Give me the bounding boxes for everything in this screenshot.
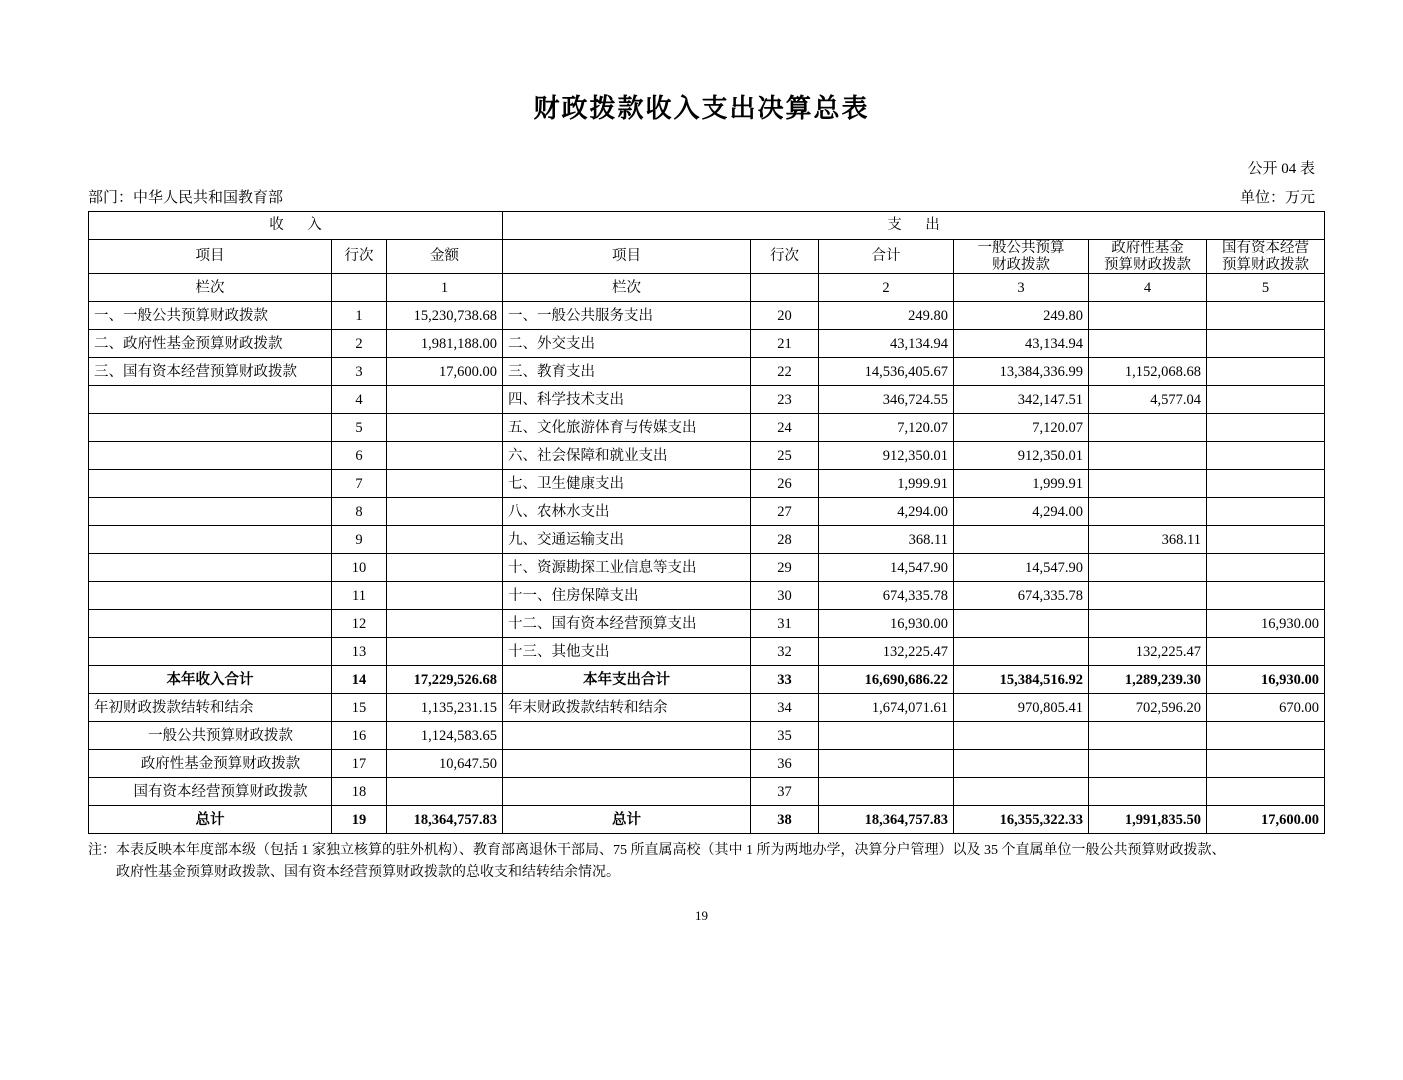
cell-income-line: 3 (332, 358, 387, 386)
cell-income-line: 6 (332, 442, 387, 470)
table-row (89, 302, 1325, 330)
table-row (89, 358, 1325, 386)
budget-table (88, 211, 1325, 834)
cell-expense-item: 十二、国有资本经营预算支出 (503, 610, 751, 638)
col-header-expense-soe-line2: 预算财政拨款 (1222, 256, 1309, 273)
table-row (89, 638, 1325, 666)
table-row-carryover (89, 778, 1325, 806)
cell-income-amount (387, 778, 503, 806)
cell-expense-total: 43,134.94 (819, 330, 954, 358)
col-header-income-amount: 金额 (387, 240, 503, 274)
table-row (89, 470, 1325, 498)
cell-expense-total: 1,999.91 (819, 470, 954, 498)
cell-income-item (89, 414, 332, 442)
cell-income-item (89, 610, 332, 638)
table-row (89, 554, 1325, 582)
cell-expense-item: 八、农林水支出 (503, 498, 751, 526)
cell-expense-soe (1207, 554, 1325, 582)
column-number-blank-left (332, 274, 387, 302)
cell-expense-fund (1089, 498, 1207, 526)
cell-income-amount (387, 554, 503, 582)
cell-expense-item: 四、科学技术支出 (503, 386, 751, 414)
cell-income-item: 一般公共预算财政拨款 (89, 722, 332, 750)
column-number-expense-total: 2 (819, 274, 954, 302)
cell-income-line: 11 (332, 582, 387, 610)
cell-expense-fund (1089, 470, 1207, 498)
cell-expense-general: 16,355,322.33 (954, 806, 1089, 834)
cell-expense-general: 1,999.91 (954, 470, 1089, 498)
cell-income-line: 5 (332, 414, 387, 442)
col-header-income-line: 行次 (332, 240, 387, 274)
cell-expense-item: 十、资源勘探工业信息等支出 (503, 554, 751, 582)
cell-expense-item: 二、外交支出 (503, 330, 751, 358)
cell-expense-total (819, 750, 954, 778)
group-header-income: 收 入 (89, 212, 503, 240)
col-header-expense-fund (1089, 240, 1207, 274)
cell-expense-line: 32 (751, 638, 819, 666)
cell-expense-total: 14,536,405.67 (819, 358, 954, 386)
cell-expense-total: 249.80 (819, 302, 954, 330)
cell-expense-item: 一、一般公共服务支出 (503, 302, 751, 330)
col-header-expense-line: 行次 (751, 240, 819, 274)
cell-expense-item: 本年支出合计 (503, 666, 751, 694)
col-header-expense-general-line2: 财政拨款 (992, 256, 1050, 273)
cell-expense-item (503, 722, 751, 750)
cell-expense-general: 43,134.94 (954, 330, 1089, 358)
cell-income-item: 三、国有资本经营预算财政拨款 (89, 358, 332, 386)
table-row (89, 526, 1325, 554)
cell-expense-general: 7,120.07 (954, 414, 1089, 442)
cell-expense-general: 342,147.51 (954, 386, 1089, 414)
cell-expense-general (954, 526, 1089, 554)
table-row (89, 582, 1325, 610)
cell-expense-soe (1207, 526, 1325, 554)
cell-expense-item: 十三、其他支出 (503, 638, 751, 666)
cell-expense-fund: 1,152,068.68 (1089, 358, 1207, 386)
cell-income-amount: 1,135,231.15 (387, 694, 503, 722)
cell-expense-line: 21 (751, 330, 819, 358)
cell-expense-soe: 16,930.00 (1207, 610, 1325, 638)
cell-expense-soe (1207, 442, 1325, 470)
cell-expense-line: 30 (751, 582, 819, 610)
cell-expense-fund (1089, 442, 1207, 470)
page-number: 19 (695, 907, 708, 923)
table-row (89, 414, 1325, 442)
cell-expense-total: 7,120.07 (819, 414, 954, 442)
table-note (88, 840, 1315, 883)
cell-expense-general: 15,384,516.92 (954, 666, 1089, 694)
cell-expense-soe: 670.00 (1207, 694, 1325, 722)
table-row-carryover (89, 722, 1325, 750)
col-header-income-item: 项目 (89, 240, 332, 274)
cell-expense-fund (1089, 302, 1207, 330)
cell-expense-item: 年末财政拨款结转和结余 (503, 694, 751, 722)
cell-income-line: 9 (332, 526, 387, 554)
cell-income-line: 1 (332, 302, 387, 330)
col-header-expense-item: 项目 (503, 240, 751, 274)
cell-expense-fund: 1,289,239.30 (1089, 666, 1207, 694)
cell-expense-fund (1089, 750, 1207, 778)
cell-expense-fund: 4,577.04 (1089, 386, 1207, 414)
table-row (89, 498, 1325, 526)
cell-expense-general (954, 638, 1089, 666)
cell-income-item: 总计 (89, 806, 332, 834)
cell-income-amount: 1,124,583.65 (387, 722, 503, 750)
cell-expense-soe (1207, 722, 1325, 750)
cell-income-item (89, 526, 332, 554)
cell-income-amount: 15,230,738.68 (387, 302, 503, 330)
column-number-income-amount: 1 (387, 274, 503, 302)
cell-expense-item: 九、交通运输支出 (503, 526, 751, 554)
cell-income-item: 国有资本经营预算财政拨款 (89, 778, 332, 806)
cell-income-amount (387, 610, 503, 638)
cell-income-amount (387, 582, 503, 610)
group-header-expense: 支 出 (503, 212, 1325, 240)
column-number-expense-line (751, 274, 819, 302)
cell-income-amount (387, 470, 503, 498)
cell-income-line: 4 (332, 386, 387, 414)
cell-expense-line: 36 (751, 750, 819, 778)
col-header-expense-total: 合计 (819, 240, 954, 274)
cell-expense-general: 249.80 (954, 302, 1089, 330)
cell-expense-line: 22 (751, 358, 819, 386)
cell-expense-fund (1089, 582, 1207, 610)
table-row (89, 442, 1325, 470)
cell-income-amount: 17,600.00 (387, 358, 503, 386)
cell-expense-line: 34 (751, 694, 819, 722)
cell-expense-general (954, 722, 1089, 750)
cell-expense-fund: 1,991,835.50 (1089, 806, 1207, 834)
cell-income-amount (387, 414, 503, 442)
cell-expense-item: 七、卫生健康支出 (503, 470, 751, 498)
cell-income-line: 7 (332, 470, 387, 498)
table-row (89, 330, 1325, 358)
cell-income-line: 16 (332, 722, 387, 750)
cell-income-line: 14 (332, 666, 387, 694)
cell-expense-fund (1089, 554, 1207, 582)
cell-expense-total (819, 722, 954, 750)
cell-income-line: 8 (332, 498, 387, 526)
cell-income-amount: 17,229,526.68 (387, 666, 503, 694)
cell-expense-soe (1207, 778, 1325, 806)
table-column-header-row (89, 240, 1325, 274)
cell-expense-line: 28 (751, 526, 819, 554)
cell-income-line: 17 (332, 750, 387, 778)
cell-expense-item: 十一、住房保障支出 (503, 582, 751, 610)
cell-expense-total: 16,930.00 (819, 610, 954, 638)
cell-expense-soe: 17,600.00 (1207, 806, 1325, 834)
cell-expense-line: 27 (751, 498, 819, 526)
cell-expense-item: 五、文化旅游体育与传媒支出 (503, 414, 751, 442)
col-header-expense-soe-line1: 国有资本经营 (1222, 240, 1309, 256)
cell-income-item: 一、一般公共预算财政拨款 (89, 302, 332, 330)
column-label-left: 栏次 (89, 274, 332, 302)
cell-expense-general (954, 778, 1089, 806)
document-page (0, 88, 1403, 1080)
cell-expense-line: 33 (751, 666, 819, 694)
cell-expense-item: 六、社会保障和就业支出 (503, 442, 751, 470)
col-header-expense-general-line1: 一般公共预算 (977, 240, 1065, 256)
cell-expense-line: 20 (751, 302, 819, 330)
cell-expense-soe (1207, 386, 1325, 414)
cell-expense-fund (1089, 778, 1207, 806)
col-header-expense-general (954, 240, 1089, 274)
cell-expense-soe (1207, 302, 1325, 330)
cell-expense-soe (1207, 414, 1325, 442)
cell-income-amount (387, 638, 503, 666)
cell-income-amount (387, 442, 503, 470)
cell-expense-fund: 702,596.20 (1089, 694, 1207, 722)
cell-expense-total: 16,690,686.22 (819, 666, 954, 694)
meta-row (88, 186, 1315, 207)
cell-income-item (89, 442, 332, 470)
cell-expense-general: 14,547.90 (954, 554, 1089, 582)
cell-income-line: 19 (332, 806, 387, 834)
cell-income-amount: 18,364,757.83 (387, 806, 503, 834)
cell-income-item (89, 554, 332, 582)
cell-income-item (89, 470, 332, 498)
cell-expense-total: 346,724.55 (819, 386, 954, 414)
cell-expense-general: 4,294.00 (954, 498, 1089, 526)
cell-income-line: 10 (332, 554, 387, 582)
cell-income-item (89, 582, 332, 610)
cell-income-line: 13 (332, 638, 387, 666)
department-label: 部门：中华人民共和国教育部 (88, 190, 284, 206)
cell-expense-total (819, 778, 954, 806)
col-header-expense-fund-line2: 预算财政拨款 (1104, 256, 1191, 273)
column-number-expense-soe: 5 (1207, 274, 1325, 302)
unit-label: 单位：万元 (1239, 190, 1315, 206)
table-row-subtotal (89, 666, 1325, 694)
cell-income-item (89, 638, 332, 666)
cell-expense-line: 25 (751, 442, 819, 470)
cell-expense-line: 24 (751, 414, 819, 442)
cell-expense-total: 368.11 (819, 526, 954, 554)
col-header-expense-soe (1207, 240, 1325, 274)
cell-expense-total: 4,294.00 (819, 498, 954, 526)
cell-expense-general: 13,384,336.99 (954, 358, 1089, 386)
cell-expense-line: 35 (751, 722, 819, 750)
table-row (89, 610, 1325, 638)
cell-expense-general: 970,805.41 (954, 694, 1089, 722)
table-column-number-row (89, 274, 1325, 302)
cell-income-amount: 1,981,188.00 (387, 330, 503, 358)
cell-expense-general (954, 610, 1089, 638)
table-row (89, 386, 1325, 414)
cell-expense-soe (1207, 330, 1325, 358)
sheet-number: 公开 04 表 (1247, 161, 1315, 177)
cell-expense-soe (1207, 358, 1325, 386)
cell-expense-general: 912,350.01 (954, 442, 1089, 470)
cell-expense-total: 18,364,757.83 (819, 806, 954, 834)
cell-expense-item (503, 750, 751, 778)
cell-income-line: 15 (332, 694, 387, 722)
cell-expense-soe (1207, 750, 1325, 778)
cell-expense-line: 26 (751, 470, 819, 498)
cell-expense-soe (1207, 498, 1325, 526)
column-label-right: 栏次 (503, 274, 751, 302)
cell-income-line: 12 (332, 610, 387, 638)
table-row-carryover (89, 750, 1325, 778)
table-row-carryover (89, 694, 1325, 722)
cell-income-item: 政府性基金预算财政拨款 (89, 750, 332, 778)
cell-income-amount (387, 386, 503, 414)
cell-income-amount (387, 526, 503, 554)
cell-expense-soe (1207, 470, 1325, 498)
cell-expense-item: 三、教育支出 (503, 358, 751, 386)
cell-income-item: 年初财政拨款结转和结余 (89, 694, 332, 722)
cell-expense-total: 912,350.01 (819, 442, 954, 470)
cell-income-item (89, 498, 332, 526)
cell-expense-general (954, 750, 1089, 778)
cell-expense-line: 31 (751, 610, 819, 638)
cell-income-line: 2 (332, 330, 387, 358)
cell-expense-line: 29 (751, 554, 819, 582)
cell-expense-fund (1089, 722, 1207, 750)
cell-expense-general: 674,335.78 (954, 582, 1089, 610)
cell-income-item (89, 386, 332, 414)
cell-income-amount (387, 498, 503, 526)
cell-income-line: 18 (332, 778, 387, 806)
cell-expense-total: 14,547.90 (819, 554, 954, 582)
cell-income-item: 二、政府性基金预算财政拨款 (89, 330, 332, 358)
column-number-expense-general: 3 (954, 274, 1089, 302)
cell-income-amount: 10,647.50 (387, 750, 503, 778)
table-note-line1: 注：本表反映本年度部本级（包括 1 家独立核算的驻外机构）、教育部离退休干部局、75 所直属高校（其中 1 所为两地办学，决算分户管理）以及 35 个直属单位一般公共预算财政拨款、 (88, 843, 1226, 859)
cell-expense-total: 132,225.47 (819, 638, 954, 666)
page-title: 财政拨款收入支出决算总表 (533, 94, 870, 124)
cell-expense-fund (1089, 330, 1207, 358)
table-group-header-row (89, 212, 1325, 240)
cell-expense-fund (1089, 610, 1207, 638)
table-note-line2: 政府性基金预算财政拨款、国有资本经营预算财政拨款的总收支和结转结余情况。 (116, 865, 620, 881)
cell-expense-line: 38 (751, 806, 819, 834)
cell-income-item: 本年收入合计 (89, 666, 332, 694)
table-row-total (89, 806, 1325, 834)
cell-expense-soe (1207, 638, 1325, 666)
cell-expense-line: 23 (751, 386, 819, 414)
cell-expense-total: 674,335.78 (819, 582, 954, 610)
cell-expense-soe: 16,930.00 (1207, 666, 1325, 694)
cell-expense-item (503, 778, 751, 806)
cell-expense-item: 总计 (503, 806, 751, 834)
cell-expense-soe (1207, 582, 1325, 610)
col-header-expense-fund-line1: 政府性基金 (1111, 240, 1184, 256)
cell-expense-fund (1089, 414, 1207, 442)
column-number-expense-fund: 4 (1089, 274, 1207, 302)
cell-expense-fund: 132,225.47 (1089, 638, 1207, 666)
cell-expense-total: 1,674,071.61 (819, 694, 954, 722)
cell-expense-line: 37 (751, 778, 819, 806)
cell-expense-fund: 368.11 (1089, 526, 1207, 554)
